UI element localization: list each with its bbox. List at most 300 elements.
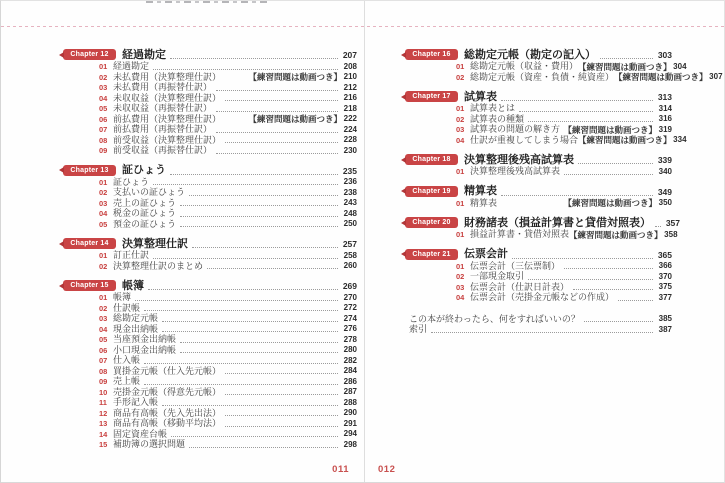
item-number: 01 bbox=[456, 62, 465, 72]
chapter-heading bbox=[400, 247, 672, 261]
chapter-badge bbox=[63, 165, 116, 176]
item-number: 08 bbox=[99, 366, 108, 376]
video-note: 【練習問題は動画つき】 bbox=[563, 198, 657, 209]
toc-page-right bbox=[400, 47, 723, 335]
chapter-arrow-icon bbox=[401, 157, 406, 163]
item-title: 仕訳が重複してしまう場合 bbox=[470, 134, 579, 145]
chapter-title: 証ひょう bbox=[122, 164, 166, 177]
item-title: 手形記入帳 bbox=[113, 397, 159, 408]
toc-item bbox=[58, 418, 357, 429]
item-number: 10 bbox=[99, 387, 108, 397]
toc-item bbox=[58, 313, 357, 324]
item-number: 15 bbox=[99, 440, 108, 450]
item-page-number: 298 bbox=[343, 439, 357, 449]
toc-item bbox=[58, 387, 357, 398]
item-number: 02 bbox=[99, 303, 108, 313]
item-page-number: 287 bbox=[343, 387, 357, 396]
item-number: 08 bbox=[99, 135, 108, 145]
item-title: 総勘定元帳 bbox=[113, 313, 159, 324]
item-number: 03 bbox=[99, 198, 108, 208]
dotted-leader bbox=[162, 331, 338, 332]
toc-item bbox=[58, 82, 357, 93]
item-page-number: 290 bbox=[343, 408, 357, 417]
toc-item bbox=[58, 439, 357, 450]
item-number: 01 bbox=[99, 62, 108, 72]
extra-page-number: 387 bbox=[658, 324, 672, 334]
dotted-leader bbox=[148, 289, 338, 290]
toc-item bbox=[58, 408, 357, 419]
chapter-title: 経過勘定 bbox=[122, 48, 166, 61]
chapter-title: 財務諸表（損益計算書と貸借対照表） bbox=[464, 216, 651, 229]
chapter-item-list bbox=[58, 177, 357, 230]
item-title: 現金出納帳 bbox=[113, 323, 159, 334]
chapter-item-list bbox=[400, 198, 672, 209]
chapter-badge-label: Chapter 21 bbox=[412, 250, 451, 258]
item-number: 01 bbox=[99, 177, 108, 187]
chapter-item-list bbox=[58, 250, 357, 271]
dotted-leader bbox=[144, 310, 338, 311]
chapter-badge-label: Chapter 13 bbox=[70, 166, 109, 174]
item-page-number: 243 bbox=[343, 198, 357, 207]
item-title: 仕訳帳 bbox=[113, 302, 141, 313]
item-number: 14 bbox=[99, 429, 108, 439]
chapter-heading bbox=[400, 184, 672, 198]
item-number: 03 bbox=[456, 125, 465, 135]
chapter-arrow-icon bbox=[401, 220, 406, 226]
dotted-leader bbox=[584, 321, 653, 322]
chapter-badge bbox=[405, 154, 458, 165]
item-title: 決算整理仕訳のまとめ bbox=[113, 260, 204, 271]
item-title: 未収収益（決算整理仕訳） bbox=[113, 92, 222, 103]
item-title: 売上帳 bbox=[113, 376, 141, 387]
item-title: 仕入帳 bbox=[113, 355, 141, 366]
item-number: 01 bbox=[456, 230, 465, 240]
dotted-leader bbox=[180, 342, 338, 343]
chapter-block bbox=[400, 47, 723, 83]
chapter-badge bbox=[405, 249, 458, 260]
dotted-leader bbox=[578, 163, 653, 164]
toc-item bbox=[400, 229, 678, 240]
item-page-number: 212 bbox=[343, 82, 357, 92]
item-title: 伝票会計（売掛金元帳などの作成） bbox=[470, 292, 615, 303]
chapter-page-number: 235 bbox=[342, 165, 357, 176]
video-note: 【練習問題は動画つき】 bbox=[248, 72, 342, 83]
toc-item bbox=[58, 261, 357, 272]
item-number: 04 bbox=[99, 324, 108, 334]
dotted-leader bbox=[573, 289, 653, 290]
dotted-leader bbox=[225, 100, 338, 101]
item-number: 06 bbox=[99, 114, 108, 124]
toc-item bbox=[58, 334, 357, 345]
extra-page-number: 385 bbox=[658, 314, 672, 323]
toc-item bbox=[58, 397, 357, 408]
item-page-number: 334 bbox=[673, 135, 687, 144]
chapter-title: 伝票会計 bbox=[464, 248, 508, 261]
dotted-leader bbox=[216, 90, 338, 91]
toc-item bbox=[400, 292, 672, 303]
item-page-number: 216 bbox=[343, 93, 357, 102]
chapter-arrow-icon bbox=[401, 251, 406, 257]
item-page-number: 291 bbox=[343, 418, 357, 428]
item-page-number: 282 bbox=[343, 355, 357, 365]
toc-item bbox=[58, 429, 357, 440]
toc-item bbox=[400, 124, 672, 135]
dotted-leader bbox=[216, 153, 338, 154]
chapter-heading bbox=[400, 215, 680, 229]
dotted-leader bbox=[207, 268, 338, 269]
toc-item bbox=[58, 145, 357, 156]
item-page-number: 260 bbox=[343, 261, 357, 270]
item-title: 補助簿の選択問題 bbox=[113, 439, 186, 450]
chapter-badge bbox=[405, 49, 458, 60]
chapter-badge-label: Chapter 20 bbox=[412, 219, 451, 226]
item-title: 試算表とは bbox=[470, 103, 516, 114]
extra-title: 索引 bbox=[409, 324, 428, 335]
item-title: 固定資産台帳 bbox=[113, 428, 168, 439]
item-title: 支払いの証ひょう bbox=[113, 187, 186, 198]
dotted-leader bbox=[501, 195, 653, 196]
chapter-block bbox=[58, 163, 357, 230]
chapter-page-number: 349 bbox=[657, 186, 672, 197]
item-title: 未払費用（再振替仕訳） bbox=[113, 82, 213, 93]
chapter-item-list bbox=[58, 292, 357, 450]
toc-item bbox=[58, 250, 357, 261]
pink-dashed-rule bbox=[1, 26, 725, 27]
item-title: 前払費用（再振替仕訳） bbox=[113, 124, 213, 135]
chapter-badge bbox=[405, 217, 458, 228]
item-title: 伝票会計（仕訳日計表） bbox=[470, 281, 570, 292]
item-page-number: 307 bbox=[709, 72, 723, 81]
toc-item bbox=[58, 345, 357, 356]
item-title: 証ひょう bbox=[113, 176, 150, 187]
toc-item bbox=[400, 271, 672, 282]
item-number: 03 bbox=[456, 282, 465, 292]
item-page-number: 224 bbox=[343, 124, 357, 134]
dotted-leader bbox=[192, 247, 338, 248]
item-page-number: 294 bbox=[343, 429, 357, 438]
item-title: 前受収益（再振替仕訳） bbox=[113, 145, 213, 156]
extra-row bbox=[409, 324, 672, 335]
chapter-title: 決算整理後残高試算表 bbox=[464, 153, 574, 166]
item-number: 13 bbox=[99, 419, 108, 429]
toc-item bbox=[400, 71, 723, 83]
item-page-number: 208 bbox=[343, 61, 357, 71]
chapter-block bbox=[400, 152, 672, 177]
dotted-leader bbox=[216, 111, 338, 112]
item-page-number: 274 bbox=[343, 313, 357, 323]
item-number: 01 bbox=[456, 198, 465, 208]
item-title: 一部現金取引 bbox=[470, 271, 525, 282]
chapter-page-number: 269 bbox=[342, 281, 357, 292]
toc-item bbox=[58, 208, 357, 219]
item-number: 07 bbox=[99, 125, 108, 135]
item-page-number: 228 bbox=[343, 135, 357, 144]
clipped-print-artifact bbox=[146, 1, 268, 3]
chapter-heading bbox=[400, 89, 672, 103]
chapter-arrow-icon bbox=[401, 52, 406, 58]
item-title: 損益計算書・貸借対照表 bbox=[470, 229, 570, 240]
toc-item bbox=[400, 282, 672, 293]
item-number: 04 bbox=[99, 209, 108, 219]
chapter-badge-label: Chapter 18 bbox=[412, 156, 451, 163]
toc-item bbox=[400, 261, 672, 272]
toc-item bbox=[58, 355, 357, 366]
chapter-title: 決算整理仕訳 bbox=[122, 237, 188, 250]
item-page-number: 340 bbox=[658, 166, 672, 176]
chapter-arrow-icon bbox=[401, 188, 406, 194]
dotted-leader bbox=[501, 100, 653, 101]
chapter-item-list bbox=[58, 61, 357, 156]
chapter-block bbox=[58, 278, 357, 450]
folio-left: 011 bbox=[332, 464, 349, 475]
toc-item bbox=[58, 187, 357, 198]
toc-item bbox=[58, 376, 357, 387]
toc-item bbox=[58, 198, 357, 209]
chapter-page-number: 357 bbox=[665, 218, 680, 229]
dotted-leader bbox=[189, 195, 338, 196]
item-title: 総勘定元帳（収益・費用） bbox=[470, 61, 579, 72]
dotted-leader bbox=[180, 205, 338, 206]
chapter-arrow-icon bbox=[59, 52, 64, 58]
item-number: 02 bbox=[99, 188, 108, 198]
item-title: 商品有高帳（移動平均法） bbox=[113, 418, 222, 429]
chapter-heading bbox=[400, 47, 672, 61]
chapter-heading bbox=[400, 152, 672, 166]
item-number: 01 bbox=[456, 261, 465, 271]
dotted-leader bbox=[170, 174, 338, 175]
chapter-heading bbox=[58, 236, 357, 250]
chapter-page-number: 339 bbox=[657, 155, 672, 166]
toc-item bbox=[400, 166, 672, 177]
item-page-number: 370 bbox=[658, 271, 672, 281]
chapter-arrow-icon bbox=[59, 283, 64, 289]
item-title: 売上の証ひょう bbox=[113, 197, 177, 208]
item-title: 決算整理後残高試算表 bbox=[470, 166, 561, 177]
chapter-badge-label: Chapter 17 bbox=[412, 93, 451, 100]
toc-item bbox=[58, 303, 357, 314]
dotted-leader bbox=[528, 279, 653, 280]
item-page-number: 250 bbox=[343, 219, 357, 228]
chapter-block bbox=[400, 247, 672, 303]
chapter-block bbox=[400, 89, 687, 146]
chapter-item-list bbox=[400, 61, 723, 83]
toc-item bbox=[58, 103, 357, 114]
toc-item bbox=[58, 324, 357, 335]
toc-item bbox=[58, 219, 357, 230]
extra-title: この本が終わったら、何をすればいいの？ bbox=[409, 313, 580, 324]
chapter-item-list bbox=[400, 166, 672, 177]
dotted-leader bbox=[225, 394, 338, 395]
folio-right: 012 bbox=[378, 464, 396, 475]
dotted-leader bbox=[153, 184, 338, 185]
toc-item bbox=[58, 72, 357, 83]
item-title: 経過勘定 bbox=[113, 61, 150, 72]
chapter-block bbox=[58, 47, 357, 156]
item-page-number: 377 bbox=[658, 292, 672, 302]
item-title: 売掛金元帳（得意先元帳） bbox=[113, 386, 222, 397]
dotted-leader bbox=[618, 300, 653, 301]
toc-item bbox=[58, 93, 357, 104]
item-page-number: 238 bbox=[343, 187, 357, 197]
toc-item bbox=[400, 114, 672, 125]
item-number: 09 bbox=[99, 146, 108, 156]
item-page-number: 366 bbox=[658, 261, 672, 270]
item-page-number: 270 bbox=[343, 292, 357, 302]
dotted-leader bbox=[162, 405, 338, 406]
item-page-number: 284 bbox=[343, 366, 357, 375]
item-page-number: 210 bbox=[343, 72, 357, 81]
video-note: 【練習問題は動画つき】 bbox=[578, 61, 672, 72]
item-title: 当座預金出納帳 bbox=[113, 334, 177, 345]
item-number: 01 bbox=[99, 293, 108, 303]
chapter-item-list bbox=[400, 229, 678, 240]
item-number: 02 bbox=[456, 114, 465, 124]
item-number: 02 bbox=[99, 261, 108, 271]
dotted-leader bbox=[519, 111, 653, 112]
item-number: 11 bbox=[99, 398, 107, 408]
item-page-number: 230 bbox=[343, 145, 357, 155]
item-number: 01 bbox=[99, 251, 108, 261]
dotted-leader bbox=[655, 226, 661, 227]
chapter-block bbox=[400, 184, 672, 209]
chapter-item-list bbox=[400, 103, 687, 146]
item-number: 03 bbox=[99, 314, 108, 324]
chapter-heading bbox=[58, 47, 357, 61]
dotted-leader bbox=[180, 216, 338, 217]
item-page-number: 248 bbox=[343, 208, 357, 218]
item-page-number: 358 bbox=[664, 229, 678, 239]
chapter-title: 精算表 bbox=[464, 185, 497, 198]
dotted-leader bbox=[180, 226, 338, 227]
item-title: 未収収益（再振替仕訳） bbox=[113, 103, 213, 114]
item-number: 09 bbox=[99, 377, 108, 387]
item-title: 税金の証ひょう bbox=[113, 208, 177, 219]
extras-section bbox=[400, 314, 672, 335]
toc-item bbox=[58, 114, 357, 125]
item-page-number: 236 bbox=[343, 177, 357, 186]
dotted-leader bbox=[431, 332, 653, 333]
chapter-heading bbox=[58, 278, 357, 292]
chapter-badge bbox=[405, 186, 458, 197]
item-number: 05 bbox=[99, 335, 108, 345]
dotted-leader bbox=[189, 447, 338, 448]
dotted-leader bbox=[512, 258, 653, 259]
item-page-number: 288 bbox=[343, 397, 357, 407]
item-number: 06 bbox=[99, 345, 108, 355]
item-number: 07 bbox=[99, 356, 108, 366]
chapter-page-number: 257 bbox=[342, 239, 357, 250]
item-number: 05 bbox=[99, 219, 108, 229]
item-number: 01 bbox=[456, 167, 465, 177]
item-title: 試算表の問題の解き方 bbox=[470, 124, 561, 135]
chapter-item-list bbox=[400, 261, 672, 303]
chapter-block bbox=[58, 236, 357, 271]
dotted-leader bbox=[162, 321, 338, 322]
toc-item bbox=[400, 134, 687, 146]
item-title: 預金の証ひょう bbox=[113, 218, 177, 229]
video-note: 【練習問題は動画つき】 bbox=[248, 114, 342, 125]
item-number: 02 bbox=[99, 72, 108, 82]
item-title: 前受収益（決算整理仕訳） bbox=[113, 134, 222, 145]
dotted-leader bbox=[216, 132, 338, 133]
item-title: 試算表の種類 bbox=[470, 113, 525, 124]
chapter-arrow-icon bbox=[59, 241, 64, 247]
chapter-badge-label: Chapter 15 bbox=[70, 282, 109, 289]
chapter-arrow-icon bbox=[401, 94, 406, 100]
item-page-number: 375 bbox=[658, 282, 672, 291]
toc-item bbox=[58, 177, 357, 188]
chapter-title: 帳簿 bbox=[122, 279, 144, 292]
item-page-number: 280 bbox=[343, 345, 357, 354]
item-title: 総勘定元帳（資産・負債・純資産） bbox=[470, 71, 615, 82]
item-page-number: 314 bbox=[658, 103, 672, 113]
dotted-leader bbox=[564, 174, 653, 175]
item-page-number: 350 bbox=[658, 198, 672, 207]
item-number: 01 bbox=[456, 104, 465, 114]
dotted-leader bbox=[170, 58, 338, 59]
chapter-badge bbox=[63, 238, 116, 249]
item-number: 02 bbox=[456, 72, 465, 82]
dotted-leader bbox=[225, 373, 338, 374]
video-note: 【練習問題は動画つき】 bbox=[563, 124, 657, 135]
chapter-heading bbox=[58, 163, 357, 177]
toc-item bbox=[58, 124, 357, 135]
item-page-number: 222 bbox=[343, 114, 357, 123]
item-page-number: 218 bbox=[343, 103, 357, 113]
item-title: 小口現金出納帳 bbox=[113, 344, 177, 355]
item-page-number: 278 bbox=[343, 334, 357, 344]
dotted-leader bbox=[135, 300, 338, 301]
toc-item bbox=[58, 366, 357, 377]
item-title: 精算表 bbox=[470, 197, 498, 208]
toc-item bbox=[400, 61, 687, 72]
dotted-leader bbox=[564, 268, 653, 269]
chapter-badge-label: Chapter 14 bbox=[70, 240, 109, 247]
chapter-block bbox=[400, 215, 680, 240]
dotted-leader bbox=[153, 69, 338, 70]
dotted-leader bbox=[528, 121, 653, 122]
video-note: 【練習問題は動画つき】 bbox=[569, 229, 663, 240]
chapter-title: 試算表 bbox=[464, 90, 497, 103]
chapter-badge-label: Chapter 12 bbox=[70, 51, 109, 58]
dotted-leader bbox=[153, 258, 338, 259]
toc-item bbox=[58, 61, 357, 72]
item-number: 12 bbox=[99, 408, 108, 418]
item-number: 04 bbox=[99, 93, 108, 103]
chapter-title: 総勘定元帳（勘定の記入） bbox=[464, 48, 596, 61]
item-page-number: 258 bbox=[343, 250, 357, 260]
item-title: 商品有高帳（先入先出法） bbox=[113, 407, 222, 418]
chapter-page-number: 303 bbox=[657, 50, 672, 61]
chapter-badge-label: Chapter 19 bbox=[412, 187, 451, 195]
chapter-badge bbox=[63, 49, 116, 60]
dotted-leader bbox=[225, 142, 338, 143]
item-number: 02 bbox=[456, 272, 465, 282]
item-title: 訂正仕訳 bbox=[113, 250, 150, 261]
item-page-number: 272 bbox=[343, 303, 357, 312]
dotted-leader bbox=[225, 415, 338, 416]
chapter-page-number: 313 bbox=[657, 92, 672, 103]
item-number: 04 bbox=[456, 135, 465, 145]
video-note: 【練習問題は動画つき】 bbox=[614, 72, 708, 83]
item-page-number: 304 bbox=[673, 61, 687, 71]
item-title: 未払費用（決算整理仕訳） bbox=[113, 71, 222, 82]
toc-item bbox=[400, 198, 672, 209]
item-title: 帳簿 bbox=[113, 292, 132, 303]
item-number: 05 bbox=[99, 104, 108, 114]
dotted-leader bbox=[144, 384, 338, 385]
item-page-number: 276 bbox=[343, 324, 357, 333]
